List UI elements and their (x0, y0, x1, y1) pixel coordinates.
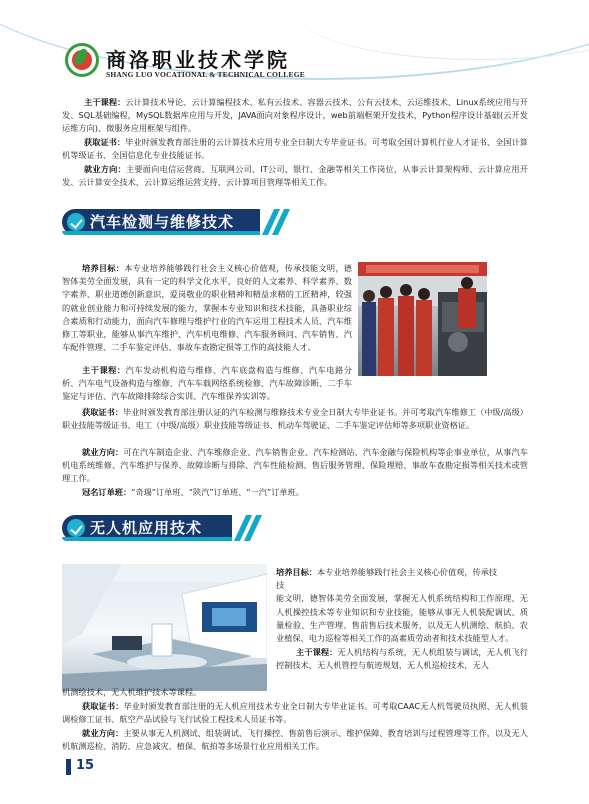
drone-goal-text-1: 本专业培养能够践行社会主义核心价值观，传承技 (316, 567, 498, 577)
auto-jobs-label: 就业方向： (82, 447, 124, 457)
auto-order-text: “奇瑞”订单班、“陕汽”订单班、“一汽”订单班。 (131, 487, 304, 497)
auto-goal-text: 本专业培养能够践行社会主义核心价值观，传承技能文明，德智体美劳全面发展，具有一定的科学文化水平，良好的人文素养、科学素养、数字素养、职业道德创新意识，爱岗敬业的职业精神和精益求精的工匠精神，较强的就业创业能力和可持续发展的能力，掌握本专业知识和技术技能，具备职业综合素质和行动能力，面向汽车修理与维护行业的汽车运用工程技术人员、汽车维修工等职业，能够从事汽车维护、汽车机电维修、汽车服务顾问、汽车销售、汽车配件管理、二手车鉴定评估、事故车查勘定损等工作的高技能人才。 (62, 263, 352, 353)
drone-cert-label: 获取证书： (82, 701, 124, 711)
drone-courses-text-1: 无人机结构与系统，无人机组装与调试，无人机飞行控制技术，无人机管控与航迹规划，无人机巡检技术，无人 (276, 647, 528, 671)
auto-goal-label: 培养目标： (82, 263, 125, 273)
auto-jobs-text: 可在汽车制造企业、汽车维修企业、汽车销售企业、汽车检测站、汽车金融与保险机构等企事业单位，从事汽车机电系统维修、汽车维护与保养、故障诊断与排除、汽车性能检测、售后服务管理、保险理赔、事故车查勘定损等相关技术或管理工作。 (62, 447, 528, 484)
cloud-courses-label: 主干课程： (84, 97, 126, 107)
cloud-cert-paragraph (62, 136, 528, 162)
auto-courses-label: 主干课程： (82, 365, 126, 375)
auto-cert-paragraph (62, 406, 528, 432)
auto-training-photo (358, 262, 487, 376)
drone-jobs-label: 就业方向： (82, 728, 124, 738)
auto-jobs-paragraph (62, 446, 528, 486)
auto-goal-paragraph (62, 262, 352, 354)
cloud-cert-label: 获取证书： (84, 137, 126, 147)
page-number: 15 (76, 758, 95, 773)
drone-goal-text-3: 能文明，德智体美劳全面发展，掌握无人机系统结构和工作原理、无人机操控技术等专业知识和专业技能，能够从事无人机装配调试、质量检验、生产管理、售前售后技术服务，以及无人机测绘、航拍、农业植保、电力巡检等相关工作的高素质劳动者和技术技能型人才。 (276, 593, 528, 644)
auto-order-paragraph (62, 486, 528, 499)
drone-goal-text-2: 技 (276, 580, 285, 591)
auto-cert-label: 获取证书： (82, 407, 124, 417)
page-number-marker (66, 759, 71, 775)
cloud-courses-text: 云计算技术导论、云计算编程技术、私有云技术、容器云技术、公有云技术、云运维技术、Linux系统应用与开发、SQL基础编程，MySQL数据库应用与开发，JAVA面向对象程序设计，web前端框架开发技术，Python程序设计基础(云开发运维方向)、微服务应用框架与组件。 (62, 97, 528, 134)
check-circle-icon (67, 213, 85, 231)
cloud-jobs-text: 主要面向电信运营商、互联网公司、IT公司、银行、金融等相关工作岗位，从事云计算架构师、云计算应用开发、云计算安全技术、云计算运维运营支持、云计算项目管理等相关工作。 (62, 164, 528, 188)
cloud-cert-text: 毕业时颁发教育部注册的云计算技术应用专业全日制大专毕业证书。可考取全国计算机行业人才证书、全国计算机等级证书、全国信息化专业技能证书。 (62, 137, 528, 161)
drone-lab-photo (62, 564, 267, 691)
page-header (0, 0, 589, 92)
cloud-courses-paragraph (62, 96, 528, 136)
drone-goal-label: 培养目标： (276, 567, 317, 577)
auto-cert-text: 毕业时颁发教育部注册认证的汽车检测与维修技术专业全日制大专毕业证书。并可考取汽车维修工（中级/高级）职业技能等级证书、电工（中级/高级）职业技能等级证书、机动车驾驶证、二手车鉴定评估师等多项职业资格证。 (62, 407, 528, 431)
auto-order-label: 冠名订单班： (82, 487, 132, 497)
school-name-en: SHANG LUO VOCATIONAL & TECHNICAL COLLEGE (106, 70, 305, 79)
drone-courses-label: 主干课程： (296, 647, 338, 657)
drone-section-title: 无人机应用技术 (90, 519, 203, 537)
drone-goal-paragraph (276, 566, 528, 645)
cloud-jobs-label: 就业方向： (84, 164, 126, 174)
auto-courses-paragraph (62, 364, 352, 404)
drone-courses-paragraph (276, 646, 528, 672)
drone-jobs-paragraph (62, 727, 528, 753)
school-logo-icon (65, 43, 99, 77)
check-circle-icon (67, 519, 85, 537)
auto-section-title: 汽车检测与维修技术 (90, 213, 235, 231)
drone-jobs-text: 主要从事无人机测试、组装调试、飞行操控、售前售后演示、维护保障、教育培训与过程管理等工作，以及无人机航测巡检、消防、应急减灾、植保、航拍等多场景行业应用相关工作。 (62, 728, 528, 752)
drone-courses-text-2: 机测绘技术，无人机维护技术等课程。 (62, 687, 202, 697)
school-name-cn: 商洛职业技术学院 (106, 48, 290, 72)
auto-courses-text: 汽车发动机构造与维修、汽车底盘构造与维修、汽车电路分析、汽车电气设备构造与维修、汽车车载网络系统检修、汽车故障诊断、二手车鉴定与评估、汽车故障排除综合实训、汽车维保养实训等。 (62, 365, 352, 402)
cloud-jobs-paragraph (62, 163, 528, 189)
drone-courses-paragraph-continued (62, 686, 528, 699)
drone-cert-paragraph (62, 700, 528, 726)
drone-cert-text: 毕业时颁发教育部注册的无人机应用技术专业全日制大专毕业证书。可考取CAAC无人机驾驶员执照、无人机装调检修工证书、航空产品试验与飞行试验工程技术人员证书等。 (62, 701, 528, 725)
